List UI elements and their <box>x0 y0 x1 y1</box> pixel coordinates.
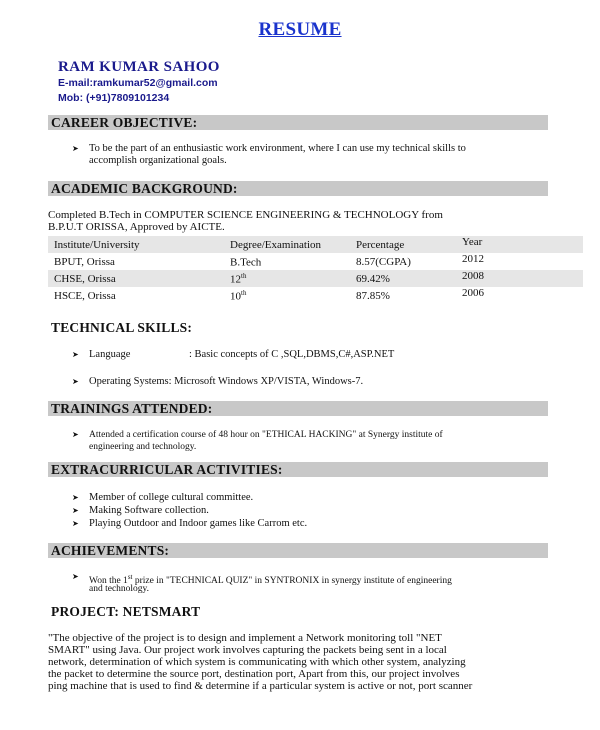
arrow-right-icon: ➤ <box>72 506 79 515</box>
academic-line-2: B.P.U.T ORISSA, Approved by AICTE. <box>48 221 225 233</box>
candidate-name: RAM KUMAR SAHOO <box>58 59 220 75</box>
arrow-right-icon: ➤ <box>72 350 79 359</box>
section-trainings: TRAININGS ATTENDED: <box>48 401 548 416</box>
cell-year: 2012 <box>462 253 484 265</box>
col-degree: Degree/Examination <box>224 236 350 253</box>
objective-line-1: To be the part of an enthusiastic work environment, where I can use my technical skills to <box>89 143 466 154</box>
resume-title: RESUME <box>258 19 342 40</box>
project-line-5: ping machine that is used to find & determine if a particular system is active or not, port scanner <box>48 680 473 692</box>
arrow-right-icon: ➤ <box>72 572 79 581</box>
cell-percentage: 87.85% <box>356 289 390 302</box>
table-row <box>48 253 583 270</box>
training-line-2: engineering and technology. <box>89 442 197 452</box>
arrow-right-icon: ➤ <box>72 144 79 153</box>
cell-degree: 12th <box>224 270 350 287</box>
cell-percentage: 8.57(CGPA) <box>356 255 411 268</box>
arrow-right-icon: ➤ <box>72 493 79 502</box>
table-header-row <box>48 236 583 253</box>
arrow-right-icon: ➤ <box>72 519 79 528</box>
email-text: E-mail:ramkumar52@gmail.com <box>58 77 218 89</box>
project-line-2: SMART" using Java. Our project work involves capturing the packets being sent in a local <box>48 644 447 656</box>
section-project: PROJECT: NETSMART <box>51 604 201 619</box>
section-technical-skills: TECHNICAL SKILLS: <box>51 320 193 335</box>
arrow-right-icon: ➤ <box>72 430 79 439</box>
achievement-line-2: and technology. <box>89 584 150 594</box>
cell-percentage: 69.42% <box>350 270 456 287</box>
academic-table <box>48 236 583 304</box>
objective-line-2: accomplish organizational goals. <box>89 155 227 166</box>
cell-institute: BPUT, Orissa <box>54 255 115 268</box>
cell-degree: B.Tech <box>230 256 262 269</box>
arrow-right-icon: ➤ <box>72 377 79 386</box>
project-line-4: the packet to determine the source port, destination port, Apart from this, our project involves <box>48 668 460 680</box>
cell-year: 2008 <box>456 270 583 287</box>
cell-degree: 10th <box>230 288 247 303</box>
cell-institute: CHSE, Orissa <box>48 270 224 287</box>
language-label: Language <box>89 349 131 360</box>
section-achievements: ACHIEVEMENTS: <box>48 543 548 558</box>
col-year: Year <box>456 236 583 253</box>
academic-line-1: Completed B.Tech in COMPUTER SCIENCE ENGINEERING & TECHNOLOGY from <box>48 209 443 221</box>
col-institute: Institute/University <box>48 236 224 253</box>
cell-year: 2006 <box>462 287 484 299</box>
language-value: : Basic concepts of C ,SQL,DBMS,C#,ASP.NET <box>189 349 395 360</box>
achievement-line-1: Won the 1st prize in "TECHNICAL QUIZ" in SYNTRONIX in synergy institute of engineering <box>89 573 452 587</box>
section-career-objective: CAREER OBJECTIVE: <box>48 115 548 130</box>
mobile-text: Mob: (+91)7809101234 <box>58 92 170 104</box>
section-extracurricular: EXTRACURRICULAR ACTIVITIES: <box>48 462 548 477</box>
project-line-3: network, determination of which system is communicating with which other system, analyzing <box>48 656 466 668</box>
project-line-1: "The objective of the project is to design and implement a Network monitoring toll "NET <box>48 632 442 644</box>
os-text: Operating Systems: Microsoft Windows XP/VISTA, Windows-7. <box>89 376 364 387</box>
cell-institute: HSCE, Orissa <box>54 289 116 302</box>
table-row <box>48 270 583 287</box>
col-percentage: Percentage <box>350 236 456 253</box>
table-row <box>48 287 583 304</box>
training-line-1: Attended a certification course of 48 hour on "ETHICAL HACKING" at Synergy institute of <box>89 430 443 440</box>
section-academic-background: ACADEMIC BACKGROUND: <box>48 181 548 196</box>
